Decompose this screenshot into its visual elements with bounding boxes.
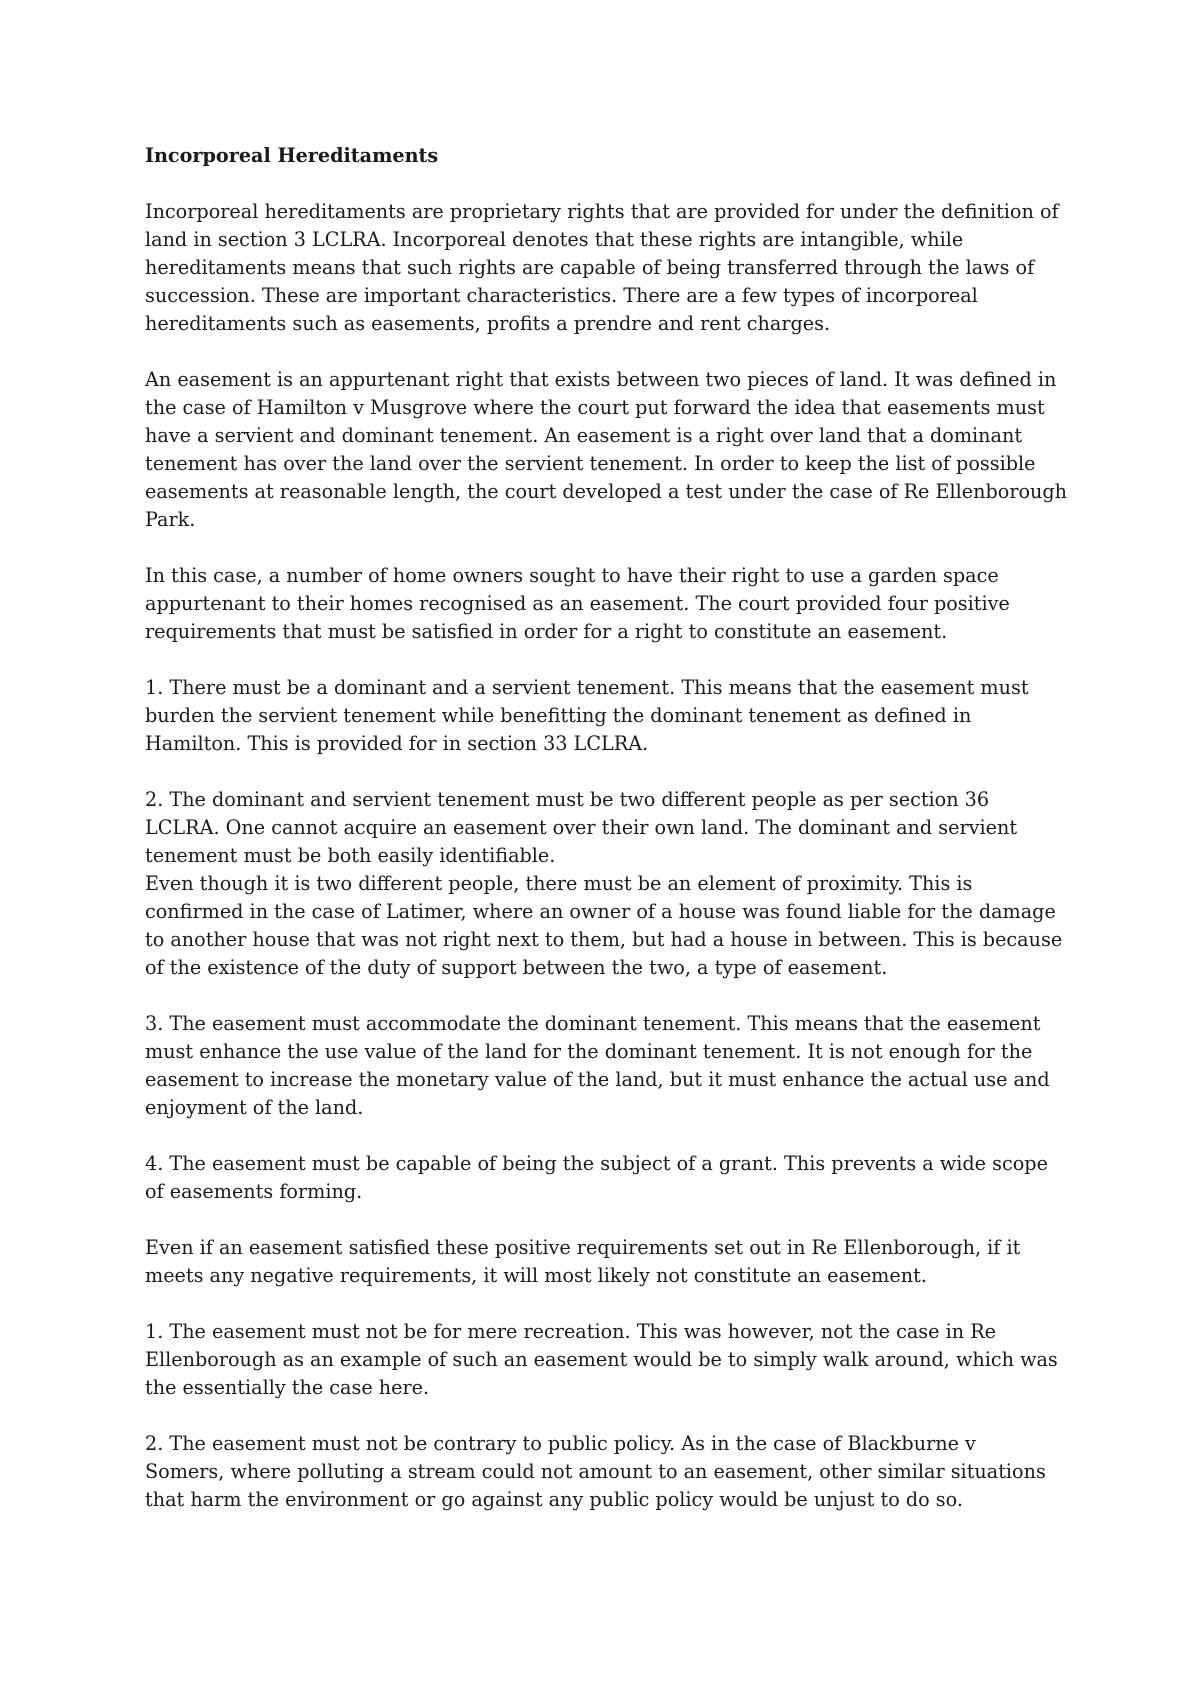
paragraph [145,786,1070,982]
paragraph-line: have a servient and dominant tenement. An easement is a right over land that a dominant [145,424,1023,447]
paragraph-line: of easements forming. [145,1180,363,1203]
paragraph-line: easements at reasonable length, the court developed a test under the case of Re Ellenborough [145,480,1068,503]
paragraph-line: the case of Hamilton v Musgrove where the court put forward the idea that easements must [145,396,1045,419]
paragraph-line: of the existence of the duty of support between the two, a type of easement. [145,956,888,979]
paragraph-line: confirmed in the case of Latimer, where an owner of a house was found liable for the damage [145,900,1056,923]
paragraph [145,562,1070,646]
paragraph-line: 2. The easement must not be contrary to public policy. As in the case of Blackburne v [145,1432,976,1455]
paragraph [145,1234,1070,1290]
paragraph-line: 1. There must be a dominant and a servient tenement. This means that the easement must [145,676,1029,699]
paragraph-line: tenement must be both easily identifiable. [145,844,556,867]
paragraph-line: Even though it is two different people, there must be an element of proximity. This is [145,872,973,895]
paragraph-line: appurtenant to their homes recognised as an easement. The court provided four positive [145,592,1010,615]
document-page [145,142,1070,1542]
paragraph-line: to another house that was not right next to them, but had a house in between. This is because [145,928,1063,951]
paragraph [145,1318,1070,1402]
paragraph-line: LCLRA. One cannot acquire an easement over their own land. The dominant and servient [145,816,1018,839]
paragraph-line: land in section 3 LCLRA. Incorporeal denotes that these rights are intangible, while [145,228,964,251]
document-title: Incorporeal Hereditaments [145,144,439,167]
paragraph-line: Incorporeal hereditaments are proprietary rights that are provided for under the definition of [145,200,1059,223]
paragraph-line: burden the servient tenement while benefitting the dominant tenement as defined in [145,704,972,727]
paragraph-line: 4. The easement must be capable of being the subject of a grant. This prevents a wide scope [145,1152,1048,1175]
paragraph [145,674,1070,758]
paragraph-line: 2. The dominant and servient tenement must be two different people as per section 36 [145,788,990,811]
paragraph-line: Hamilton. This is provided for in section 33 LCLRA. [145,732,649,755]
paragraph-line: the essentially the case here. [145,1376,430,1399]
paragraph-line: Even if an easement satisfied these positive requirements set out in Re Ellenborough, if it [145,1236,1021,1259]
paragraph-line: In this case, a number of home owners sought to have their right to use a garden space [145,564,999,587]
paragraph-line: Park. [145,508,196,531]
paragraph-line: requirements that must be satisfied in order for a right to constitute an easement. [145,620,948,643]
paragraph-line: easement to increase the monetary value of the land, but it must enhance the actual use and [145,1068,1050,1091]
paragraph-line: hereditaments such as easements, profits a prendre and rent charges. [145,312,831,335]
paragraph-line: Somers, where polluting a stream could not amount to an easement, other similar situations [145,1460,1046,1483]
paragraph-line: succession. These are important characteristics. There are a few types of incorporeal [145,284,978,307]
paragraph [145,366,1070,534]
paragraph [145,1430,1070,1514]
paragraph-line: 3. The easement must accommodate the dominant tenement. This means that the easement [145,1012,1041,1035]
paragraph-line: hereditaments means that such rights are capable of being transferred through the laws of [145,256,1035,279]
paragraph [145,1010,1070,1122]
paragraph-line: tenement has over the land over the servient tenement. In order to keep the list of possible [145,452,1036,475]
paragraph-line: An easement is an appurtenant right that exists between two pieces of land. It was defined in [145,368,1057,391]
paragraph-line: that harm the environment or go against any public policy would be unjust to do so. [145,1488,963,1511]
paragraph-line: must enhance the use value of the land for the dominant tenement. It is not enough for the [145,1040,1033,1063]
paragraph [145,198,1070,338]
paragraph-line: meets any negative requirements, it will most likely not constitute an easement. [145,1264,927,1287]
document-body [145,198,1070,1514]
paragraph-line: Ellenborough as an example of such an easement would be to simply walk around, which was [145,1348,1058,1371]
paragraph-line: 1. The easement must not be for mere recreation. This was however, not the case in Re [145,1320,997,1343]
paragraph-line: enjoyment of the land. [145,1096,364,1119]
paragraph [145,1150,1070,1206]
